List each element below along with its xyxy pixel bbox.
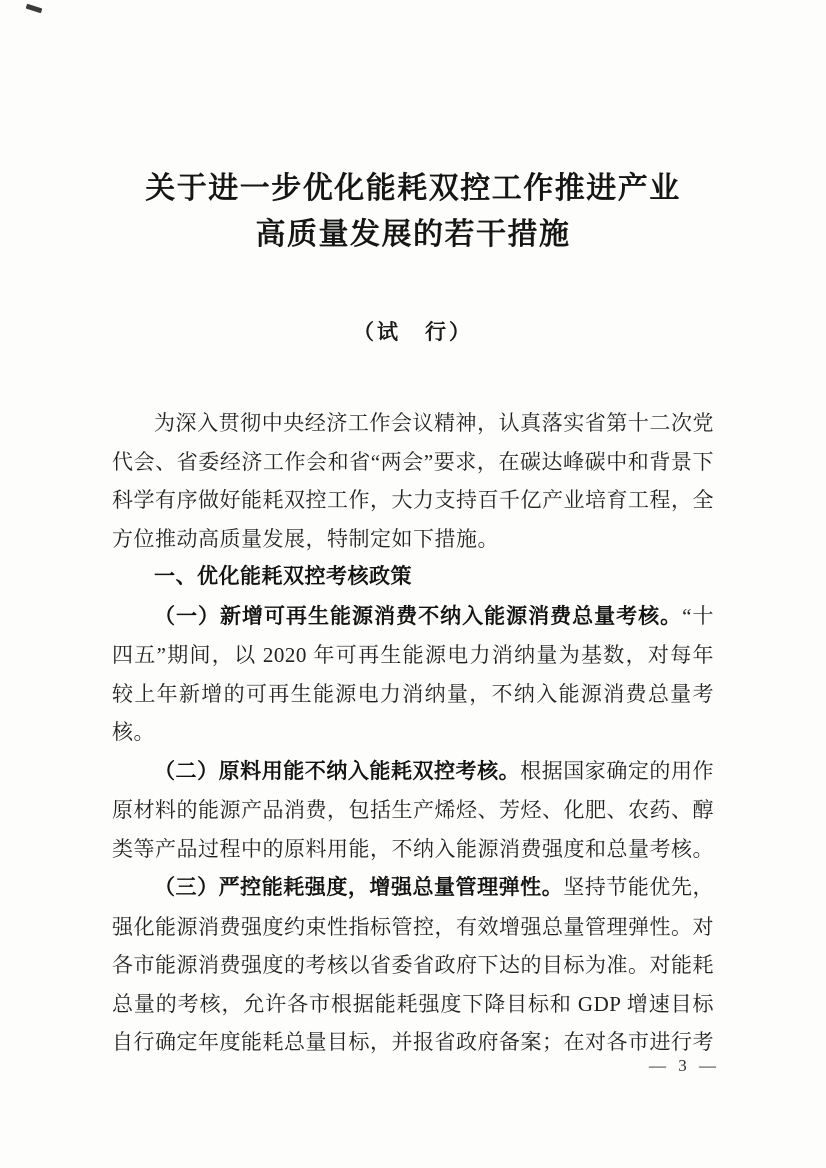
clause-2-lead: （二）原料用能不纳入能耗双控考核。 bbox=[154, 759, 521, 783]
page-number: — 3 — bbox=[649, 1056, 720, 1075]
clause-3-paragraph bbox=[112, 868, 714, 1062]
clause-1-lead: （一）新增可再生能源消费不纳入能源消费总量考核。 bbox=[154, 604, 683, 628]
clause-1-paragraph bbox=[112, 597, 714, 752]
document-body bbox=[112, 404, 714, 1062]
section-1-heading bbox=[112, 558, 714, 597]
clause-3-lead: （三）严控能耗强度，增强总量管理弹性。 bbox=[154, 876, 564, 899]
clause-2-paragraph bbox=[112, 752, 714, 869]
clause-3-text: 坚持节能优先，强化能源消费强度约束性指标管控，有效增强总量管理弹性。对各市能源消费强度的考核以省委省政府下达的目标为准。对能耗总量的考核，允许各市根据能耗强度下降目标和 GDP 增速目标自行确定年度能耗总量目标，并报省政府备案；在对各市进行考 bbox=[112, 875, 715, 1054]
clause-1-text: “十四五”期间，以 2020 年可再生能源电力消纳量为基数，对每年较上年新增的可再生能源电力消纳量，不纳入能源消费总量考核。 bbox=[112, 603, 714, 744]
intro-paragraph-text: 为深入贯彻中央经济工作会议精神，认真落实省第十二次党代会、省委经济工作会和省“两会”要求，在碳达峰碳中和背景下科学有序做好能耗双控工作，大力支持百千亿产业培育工程，全方位推动高质量发展，特制定如下措施。 bbox=[112, 411, 714, 551]
document-subtitle: （试 行） bbox=[353, 320, 473, 344]
clause-2-text: 根据国家确定的用作原材料的能源产品消费，包括生产烯烃、芳烃、化肥、农药、醇类等产品过程中的原料用能，不纳入能源消费强度和总量考核。 bbox=[112, 758, 715, 861]
intro-paragraph bbox=[112, 404, 714, 558]
title-line-1: 关于进一步优化能耗双控工作推进产业 bbox=[145, 172, 681, 205]
title-line-2: 高质量发展的若干措施 bbox=[255, 218, 571, 251]
document-title bbox=[0, 0, 826, 258]
section-1-heading-text: 一、优化能耗双控考核政策 bbox=[154, 565, 412, 588]
